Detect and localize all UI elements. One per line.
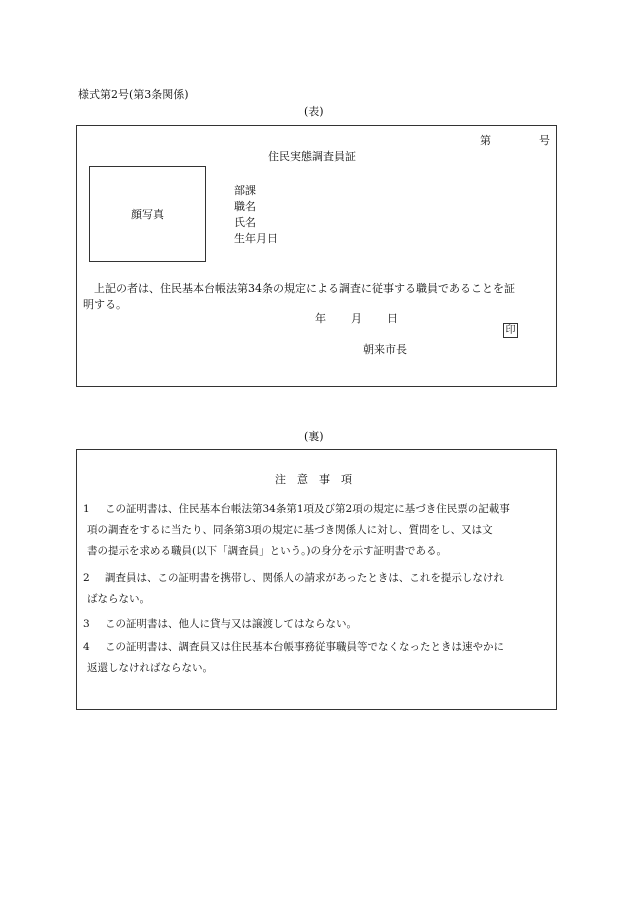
- note-line: 返還しなければならない。: [87, 662, 213, 674]
- date-day: 日: [387, 312, 398, 325]
- certification-line-2: 明する。: [83, 298, 127, 311]
- note-item: [83, 568, 555, 610]
- note-item: [83, 499, 555, 562]
- field-birthdate: 生年月日: [234, 232, 278, 245]
- certification-line-1: 上記の者は、住民基本台帳法第34条の規定による調査に従事する職員であることを証: [94, 282, 515, 295]
- date-year: 年: [315, 312, 326, 325]
- seal-mark: 印: [503, 323, 518, 338]
- note-number: 3: [83, 618, 90, 630]
- note-line: ばならない。: [87, 593, 150, 605]
- form-label: 様式第2号(第3条関係): [78, 88, 189, 101]
- note-line: 項の調査をするに当たり、同条第3項の規定に基づき関係人に対し、質問をし、又は文: [87, 524, 493, 536]
- front-side-label: (表): [304, 105, 324, 118]
- note-number: 2: [83, 572, 90, 584]
- note-item: [83, 637, 555, 679]
- date-month: 月: [351, 312, 362, 325]
- note-line: この証明書は、他人に貸与又は譲渡してはならない。: [105, 618, 357, 630]
- notes-heading: 注 意 事 項: [275, 473, 352, 486]
- note-line: この証明書は、調査員又は住民基本台帳事務従事職員等でなくなったときは速やかに: [105, 641, 504, 653]
- note-line: 書の提示を求める職員(以下「調査員」という。)の身分を示す証明書である。: [87, 545, 447, 557]
- card-title: 住民実態調査員証: [268, 150, 356, 163]
- note-item: [83, 614, 555, 635]
- issuer: 朝来市長: [363, 343, 407, 356]
- photo-label: 顔写真: [131, 208, 164, 221]
- number-dai: 第: [480, 134, 491, 147]
- field-position: 職名: [234, 200, 256, 213]
- note-number: 4: [83, 641, 90, 653]
- field-department: 部課: [234, 184, 256, 197]
- photo-box: [89, 166, 206, 262]
- back-side-label: (裏): [304, 430, 324, 443]
- note-number: 1: [83, 503, 90, 515]
- field-name: 氏名: [234, 216, 256, 229]
- note-line: 調査員は、この証明書を携帯し、関係人の請求があったときは、これを提示しなけれ: [105, 572, 504, 584]
- front-card: [76, 125, 557, 387]
- note-line: この証明書は、住民基本台帳法第34条第1項及び第2項の規定に基づき住民票の記載事: [105, 503, 510, 515]
- number-go: 号: [539, 134, 550, 147]
